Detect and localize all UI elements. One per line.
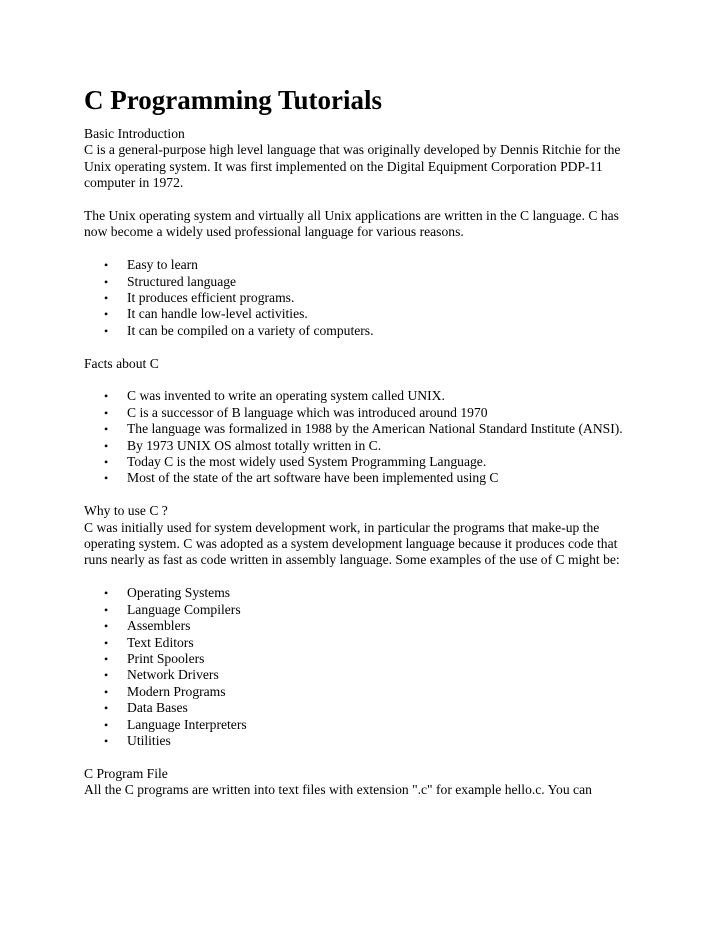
bullet-icon: • — [104, 733, 109, 748]
bullet-icon: • — [104, 668, 109, 683]
program-file-paragraph: All the C programs are written into text files with extension ".c" for example hello.c. You can — [84, 782, 592, 798]
bullet-icon: • — [104, 405, 109, 420]
list-item: • It can be compiled on a variety of computers. — [104, 322, 374, 338]
intro-heading: Basic Introduction — [84, 126, 185, 141]
bullet-icon: • — [104, 471, 109, 486]
list-item: • Utilities — [104, 732, 171, 748]
list-item: • Data Bases — [104, 700, 188, 716]
reasons-list — [84, 257, 644, 339]
bullet-icon: • — [104, 323, 109, 338]
bullet-icon: • — [104, 438, 109, 453]
list-item: • It produces efficient programs. — [104, 290, 295, 306]
bullet-icon: • — [104, 455, 109, 470]
why-heading: Why to use C ? — [84, 503, 168, 519]
bullet-icon: • — [104, 635, 109, 650]
list-item: • Today C is the most widely used System Programming Language. — [104, 454, 487, 470]
list-item: • Structured language — [104, 273, 237, 289]
bullet-icon: • — [104, 602, 109, 617]
document-body — [84, 84, 644, 799]
intro-paragraph: C is a general-purpose high level language that was originally developed by Dennis Ritchie for the Unix operating system. It was first implemented on the Digital Equipment Corporation PDP-11 computer in 1972. — [84, 142, 621, 191]
uses-list — [84, 585, 644, 749]
list-item: • Print Spoolers — [104, 650, 205, 666]
bullet-icon: • — [104, 586, 109, 601]
spacer — [84, 192, 644, 208]
list-item: • Network Drivers — [104, 667, 219, 683]
bullet-icon: • — [104, 619, 109, 634]
list-item: • Language Interpreters — [104, 716, 247, 732]
bullet-icon: • — [104, 274, 109, 289]
list-item: • By 1973 UNIX OS almost totally written in C. — [104, 437, 382, 453]
spacer — [84, 241, 644, 257]
list-item: • C is a successor of B language which was introduced around 1970 — [104, 404, 488, 420]
facts-heading: Facts about C — [84, 355, 159, 371]
why-paragraph: C was initially used for system development work, in particular the programs that make-up the operating system. C was adopted as a system development language because it produces code that runs nearly as fast as code written in assembly language. Some examples of the use of C might be: — [84, 519, 620, 568]
program-file-heading: C Program File — [84, 765, 168, 781]
list-item: • Most of the state of the art software have been implemented using C — [104, 470, 499, 486]
facts-list — [84, 388, 644, 486]
list-item: • Easy to learn — [104, 257, 198, 273]
list-item: • Assemblers — [104, 618, 191, 634]
bullet-icon: • — [104, 651, 109, 666]
bullet-icon: • — [104, 701, 109, 716]
bullet-icon: • — [104, 684, 109, 699]
list-item: • It can handle low-level activities. — [104, 306, 308, 322]
spacer — [84, 372, 644, 388]
spacer — [84, 569, 644, 585]
spacer — [84, 749, 644, 765]
page-title: C Programming Tutorials — [84, 85, 383, 115]
list-item: • Modern Programs — [104, 683, 226, 699]
list-item: • Language Compilers — [104, 601, 241, 617]
bullet-icon: • — [104, 291, 109, 306]
spacer — [84, 487, 644, 503]
bullet-icon: • — [104, 717, 109, 732]
bullet-icon: • — [104, 258, 109, 273]
bullet-icon: • — [104, 307, 109, 322]
unix-paragraph: The Unix operating system and virtually all Unix applications are written in the C language. C has now become a widely used professional language for various reasons. — [84, 208, 619, 240]
list-item: • Text Editors — [104, 634, 194, 650]
list-item: • C was invented to write an operating system called UNIX. — [104, 388, 445, 404]
spacer — [84, 339, 644, 355]
bullet-icon: • — [104, 422, 109, 437]
list-item: • Operating Systems — [104, 585, 231, 601]
list-item: • The language was formalized in 1988 by the American National Standard Institute (ANSI). — [104, 421, 623, 437]
bullet-icon: • — [104, 389, 109, 404]
